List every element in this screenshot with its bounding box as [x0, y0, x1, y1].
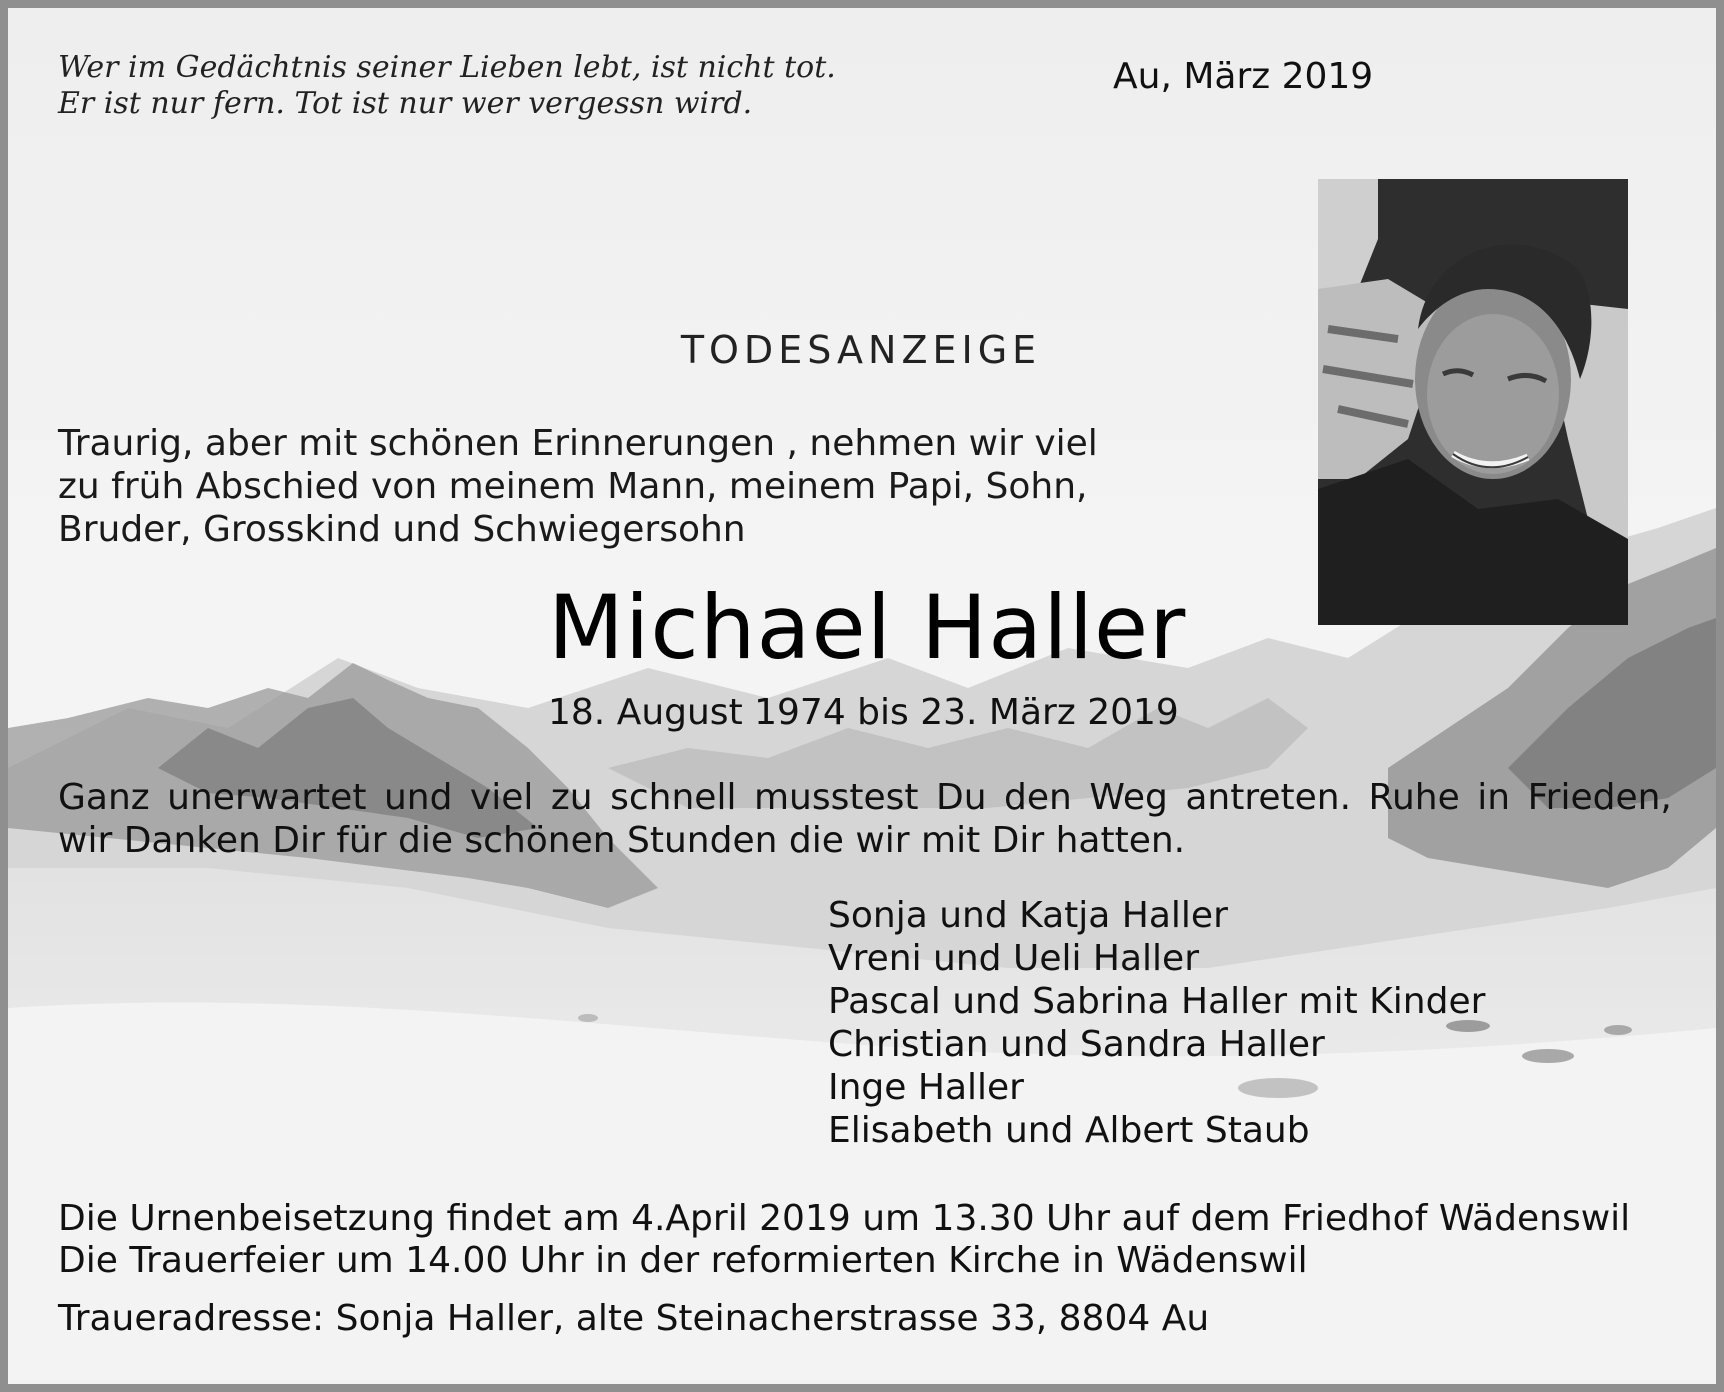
message-line-words: [58, 776, 1672, 819]
family-member: Vreni und Ueli Haller: [828, 938, 1200, 979]
family-member: Christian und Sandra Haller: [828, 1024, 1325, 1065]
family-member: Elisabeth und Albert Staub: [828, 1110, 1310, 1151]
life-dates: 18. August 1974 bis 23. März 2019: [548, 692, 1179, 733]
motto-line: Er ist nur fern. Tot ist nur wer vergessn wird.: [58, 86, 753, 121]
message-word: den: [1004, 777, 1072, 818]
message-word: zu: [550, 777, 593, 818]
place-date: Au, März 2019: [1113, 56, 1374, 97]
message-word: Du: [935, 777, 987, 818]
intro-line: Traurig, aber mit schönen Erinnerungen , nehmen wir viel: [58, 423, 1098, 464]
motto-line: Wer im Gedächtnis seiner Lieben lebt, ist nicht tot.: [58, 50, 836, 85]
portrait-photo: [1318, 179, 1628, 625]
message-word: in: [1477, 777, 1511, 818]
motto: [58, 50, 836, 122]
ceremony-info: [58, 1198, 1672, 1282]
page-title: [8, 328, 1716, 372]
message-word: musstest: [753, 777, 919, 818]
ceremony-line: Die Urnenbeisetzung findet am 4.April 2019 um 13.30 Uhr auf dem Friedhof Wädenswil: [58, 1198, 1631, 1239]
message-word: Weg: [1089, 777, 1168, 818]
message-word: antreten.: [1185, 777, 1352, 818]
ceremony-line: Die Trauerfeier um 14.00 Uhr in der reformierten Kirche in Wädenswil: [58, 1240, 1308, 1281]
message-line: [58, 776, 1672, 819]
portrait-image: [1318, 179, 1628, 625]
message-word: schnell: [610, 777, 737, 818]
deceased-name: Michael Haller: [548, 576, 1187, 679]
intro-line: zu früh Abschied von meinem Mann, meinem Papi, Sohn,: [58, 466, 1088, 507]
family-member: Inge Haller: [828, 1067, 1024, 1108]
heading-text: TODESANZEIGE: [680, 328, 1042, 372]
farewell-message: [58, 776, 1672, 862]
family-member: Pascal und Sabrina Haller mit Kinder: [828, 981, 1486, 1022]
intro-line: Bruder, Grosskind und Schwiegersohn: [58, 509, 746, 550]
obituary-card: [8, 8, 1716, 1384]
message-line: wir Danken Dir für die schönen Stunden die wir mit Dir hatten.: [58, 820, 1186, 861]
message-word: Ganz: [58, 777, 150, 818]
message-word: Frieden,: [1527, 777, 1672, 818]
mourning-address: Traueradresse: Sonja Haller, alte Steinacherstrasse 33, 8804 Au: [58, 1298, 1210, 1339]
message-word: unerwartet: [167, 777, 367, 818]
message-word: Ruhe: [1368, 777, 1460, 818]
message-word: und: [383, 777, 453, 818]
message-word: viel: [469, 777, 534, 818]
family-member: Sonja und Katja Haller: [828, 895, 1228, 936]
intro-text: [58, 422, 1178, 551]
family-list: [828, 894, 1485, 1152]
